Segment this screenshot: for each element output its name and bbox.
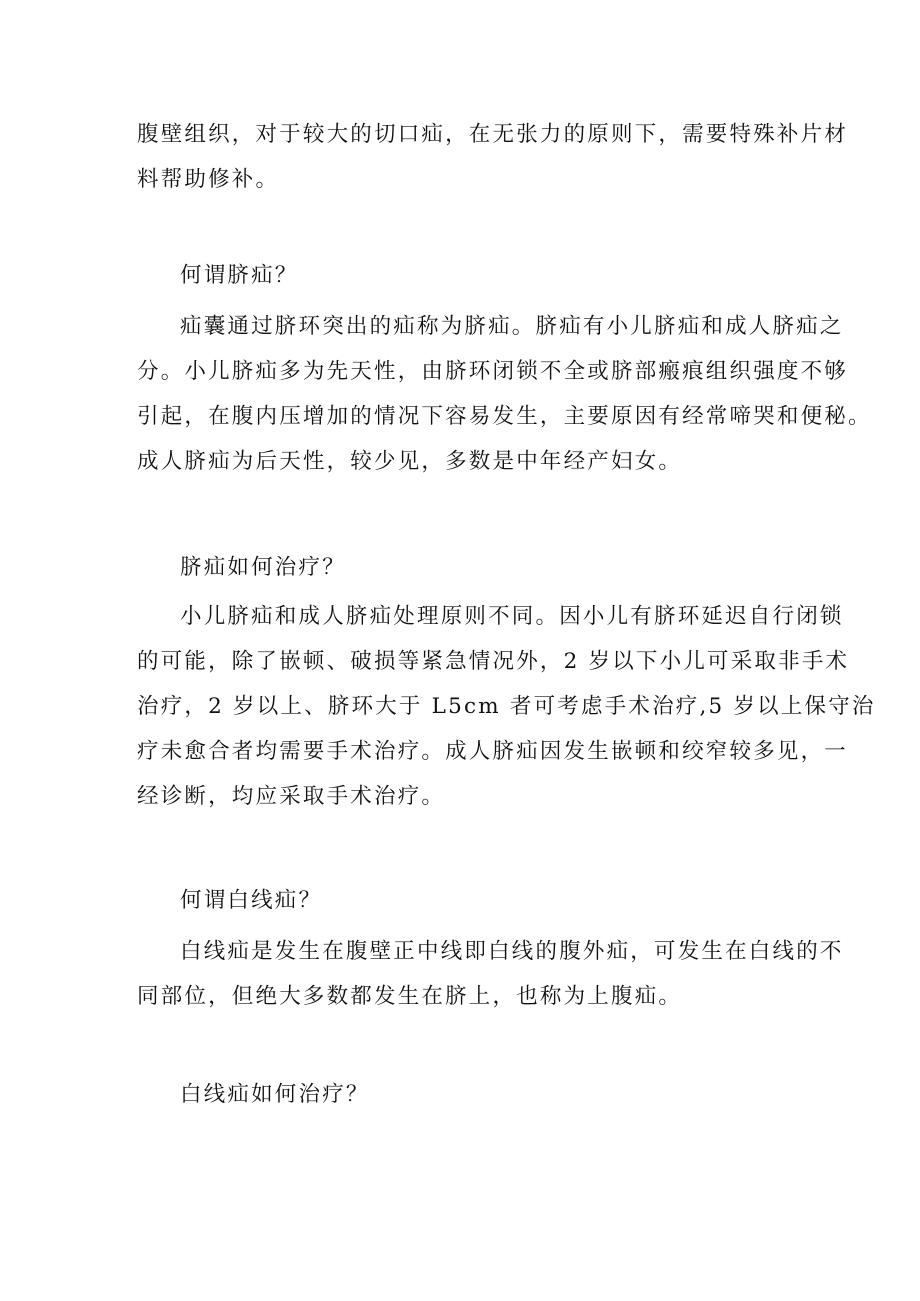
section-heading: 何谓白线疝？ [180,888,323,913]
paragraph-line: 腹壁组织，对于较大的切口疝，在无张力的原则下，需要特殊补片材 [137,122,849,147]
section-linea-alba-hernia-definition-body [137,929,844,1019]
paragraph-line: 的可能，除了嵌顿、破损等紧急情况外，2 岁以下小儿可采取非手术 [137,649,850,674]
paragraph-line: 成人脐疝为后天性，较少见，多数是中年经产妇女。 [137,449,683,474]
section-umbilical-hernia-definition-body [137,304,872,484]
section-umbilical-hernia-treatment [137,545,807,590]
paragraph-line: 经诊断，均应采取手术治疗。 [137,784,446,809]
section-linea-alba-hernia-treatment [137,1072,807,1117]
paragraph-line: 小儿脐疝和成人脐疝处理原则不同。因小儿有脐环延迟自行闭锁 [180,604,844,629]
section-heading: 何谓脐疝？ [180,263,299,288]
section-umbilical-hernia-definition [137,253,807,298]
section-linea-alba-hernia-definition [137,878,807,923]
paragraph-line: 料帮助修补。 [137,167,280,192]
paragraph-line: 治疗，2 岁以上、脐环大于 L5cm 者可考虑手术治疗,5 岁以上保守治 [137,694,876,719]
paragraph-line: 白线疝是发生在腹壁正中线即白线的腹外疝，可发生在白线的不 [180,939,844,964]
paragraph-line: 同部位，但绝大多数都发生在脐上，也称为上腹疝。 [137,984,683,1009]
section-heading: 白线疝如何治疗？ [180,1082,370,1107]
section-heading: 脐疝如何治疗？ [180,555,346,580]
intro-paragraph [137,112,849,202]
paragraph-line: 疗未愈合者均需要手术治疗。成人脐疝因发生嵌顿和绞窄较多见，一 [137,739,849,764]
paragraph-line: 疝囊通过脐环突出的疝称为脐疝。脐疝有小儿脐疝和成人脐疝之 [180,314,844,339]
paragraph-line: 引起，在腹内压增加的情况下容易发生，主要原因有经常啼哭和便秘。 [137,404,872,429]
paragraph-line: 分。小儿脐疝多为先天性，由脐环闭锁不全或脐部瘢痕组织强度不够 [137,359,849,384]
section-umbilical-hernia-treatment-body [137,594,876,819]
